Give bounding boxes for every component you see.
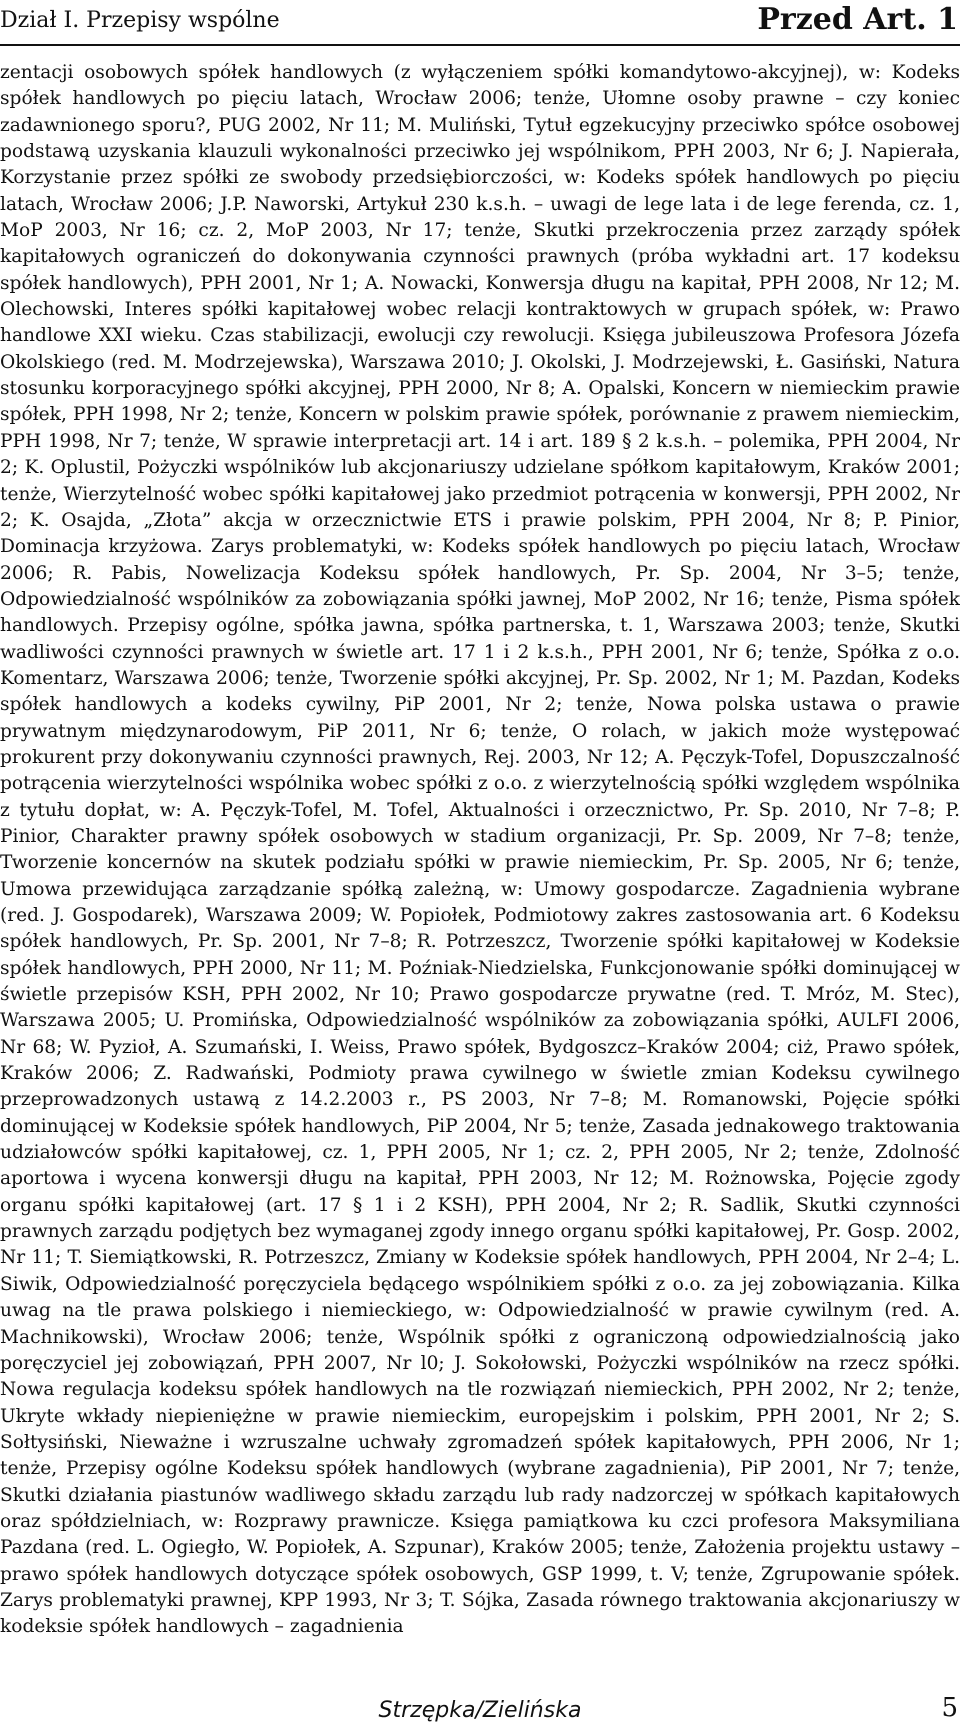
running-header: [0, 4, 960, 44]
running-footer: [0, 1689, 960, 1723]
section-title: Dział I. Przepisy wspólne: [0, 8, 280, 33]
article-locator: Przed Art. 1: [757, 2, 958, 37]
bibliography-paragraph: [0, 60, 960, 1641]
authors-name: Strzępka/Zielińska: [378, 1698, 582, 1723]
header-rule: [0, 44, 960, 46]
page-number: 5: [941, 1693, 958, 1723]
bibliography-text: zentacji osobowych spółek handlowych (z wyłączeniem spółki komandytowo-akcyjnej), w: Kodeks spółek handlowych po pięciu latach, Wrocław 2006; tenże, Ułomne osoby prawne – czy koniec zadawnionego sporu?, PUG 2002, Nr 11; M. Muliński, Tytuł egzekucyjny przeciwko spółce osobowej podstawą uzyskania klauzuli wykonalności przeciwko jej wspólnikom, PPH 2003, Nr 6; J. Napierała, Korzystanie przez spółki ze swobody przedsiębiorczości, w: Kodeks spółek handlowych po pięciu latach, Wrocław 2006; J.P. Naworski, Artykuł 230 k.s.h. – uwagi de lege lata i de lege ferenda, cz. 1, MoP 2003, Nr 16; cz. 2, MoP 2003, Nr 17; tenże, Skutki przekroczenia przez zarządy spółek kapitałowych ograniczeń do dokonywania czynności prawnych (próba wykładni art. 17 kodeksu spółek handlowych), PPH 2001, Nr 1; A. Nowacki, Konwersja długu na kapitał, PPH 2008, Nr 12; M. Olechowski, Interes spółki kapitałowej wobec relacji kontraktowych w grupach spółek, w: Prawo handlowe XXI wieku. Czas stabilizacji, ewolucji czy rewolucji. Księga jubileuszowa Profesora Józefa Okolskiego (red. M. Modrzejewska), Warszawa 2010; J. Okolski, J. Modrzejewski, Ł. Gasiński, Natura stosunku korporacyjnego spółki akcyjnej, PPH 2000, Nr 8; A. Opalski, Koncern w niemieckim prawie spółek, PPH 1998, Nr 2; tenże, Koncern w polskim prawie spółek, porównanie z prawem niemieckim, PPH 1998, Nr 7; tenże, W sprawie interpretacji art. 14 i art. 189 § 2 k.s.h. – polemika, PPH 2004, Nr 2; K. Oplustil, Pożyczki wspólników lub akcjonariuszy udzielane spółkom kapitałowym, Kraków 2001; tenże, Wierzytelność wobec spółki kapitałowej jako przedmiot potrącenia w konwersji, PPH 2002, Nr 2; K. Osajda, „Złota” akcja w orzecznictwie ETS i prawie polskim, PPH 2004, Nr 8; P. Pinior, Dominacja krzyżowa. Zarys problematyki, w: Kodeks spółek handlowych po pięciu latach, Wrocław 2006; R. Pabis, Nowelizacja Kodeksu spółek handlowych, Pr. Sp. 2004, Nr 3–5; tenże, Odpowiedzialność wspólników za zobowiązania spółki jawnej, MoP 2002, Nr 16; tenże, Pisma spółek handlowych. Przepisy ogólne, spółka jawna, spółka partnerska, t. 1, Warszawa 2003; tenże, Skutki wadliwości czynności prawnych w świetle art. 17 1 i 2 k.s.h., PPH 2001, Nr 6; tenże, Spółka z o.o. Komentarz, Warszawa 2006; tenże, Tworzenie spółki akcyjnej, Pr. Sp. 2002, Nr 1; M. Pazdan, Kodeks spółek handlowych a kodeks cywilny, PiP 2001, Nr 2; tenże, Nowa polska ustawa o prawie prywatnym międzynarodowym, PiP 2011, Nr 6; tenże, O rolach, w jakich może występować prokurent przy dokonywaniu czynności prawnych, Rej. 2003, Nr 12; A. Pęczyk-Tofel, Dopuszczalność potrącenia wierzytelności wspólnika wobec spółki z o.o. z wierzytelnością spółki względem wspólnika z tytułu dopłat, w: A. Pęczyk-Tofel, M. Tofel, Aktualności i orzecznictwo, Pr. Sp. 2010, Nr 7–8; P. Pinior, Charakter prawny spółek osobowych w stadium organizacji, Pr. Sp. 2009, Nr 7–8; tenże, Tworzenie koncernów na skutek podziału spółki w prawie niemieckim, Pr. Sp. 2005, Nr 6; tenże, Umowa przewidująca zarządzanie spółką zależną, w: Umowy gospodarcze. Zagadnienia wybrane (red. J. Gospodarek), Warszawa 2009; W. Popiołek, Podmiotowy zakres zastosowania art. 6 Kodeksu spółek handlowych, Pr. Sp. 2001, Nr 7–8; R. Potrzeszcz, Tworzenie spółki kapitałowej w Kodeksie spółek handlowych, PPH 2000, Nr 11; M. Poźniak-Niedzielska, Funkcjonowanie spółki dominującej w świetle przepisów KSH, PPH 2002, Nr 10; Prawo gospodarcze prywatne (red. T. Mróz, M. Stec), Warszawa 2005; U. Promińska, Odpowiedzialność wspólników za zobowiązania spółki, AULFI 2006, Nr 68; W. Pyzioł, A. Szumański, I. Weiss, Prawo spółek, Bydgoszcz–Kraków 2004; ciż, Prawo spółek, Kraków 2006; Z. Radwański, Podmioty prawa cywilnego w świetle zmian Kodeksu cywilnego przeprowadzonych ustawą z 14.2.2003 r., PS 2003, Nr 7–8; M. Romanowski, Pojęcie spółki dominującej w Kodeksie spółek handlowych, PiP 2004, Nr 5; tenże, Zasada jednakowego traktowania udziałowców spółki kapitałowej, cz. 1, PPH 2005, Nr 1; cz. 2, PPH 2005, Nr 2; tenże, Zdolność aportowa i wycena konwersji długu na kapitał, PPH 2003, Nr 12; M. Rożnowska, Pojęcie zgody organu spółki kapitałowej (art. 17 § 1 i 2 KSH), PPH 2004, Nr 2; R. Sadlik, Skutki czynności prawnych zarządu podjętych bez wymaganej zgody innego organu spółki kapitałowej, Pr. Gosp. 2002, Nr 11; T. Siemiątkowski, R. Potrzeszcz, Zmiany w Kodeksie spółek handlowych, PPH 2004, Nr 2–4; L. Siwik, Odpowiedzialność poręczyciela będącego wspólnikiem spółki z o.o. za jej zobowiązania. Kilka uwag na tle prawa polskiego i niemieckiego, w: Odpowiedzialność w prawie cywilnym (red. A. Machnikowski), Wrocław 2006; tenże, Wspólnik spółki z ograniczoną odpowiedzialnością jako poręczyciel jej zobowiązań, PPH 2007, Nr l0; J. Sokołowski, Pożyczki wspólników na rzecz spółki. Nowa regulacja kodeksu spółek handlowych na tle rozwiązań niemieckich, PPH 2002, Nr 2; tenże, Ukryte wkłady niepieniężne w prawie niemieckim, europejskim i polskim, PPH 2001, Nr 2; S. Sołtysiński, Nieważne i wzruszalne uchwały zgromadzeń spółek kapitałowych, PPH 2006, Nr 1; tenże, Przepisy ogólne Kodeksu spółek handlowych (wybrane zagadnienia), PiP 2001, Nr 7; tenże, Skutki działania piastunów wadliwego składu zarządu lub rady nadzorczej w spółkach kapitałowych oraz spółdzielniach, w: Rozprawy prawnicze. Księga pamiątkowa ku czci profesora Maksymiliana Pazdana (red. L. Ogiegło, W. Popiołek, A. Szpunar), Kraków 2005; tenże, Założenia projektu ustawy – prawo spółek handlowych dotyczące spółek osobowych, GSP 1999, t. V; tenże, Zgrupowanie spółek. Zarys problematyki prawnej, KPP 1993, Nr 3; T. Sójka, Zasada równego traktowania akcjonariuszy w kodeksie spółek handlowych – zagadnienia: [0, 62, 960, 1638]
